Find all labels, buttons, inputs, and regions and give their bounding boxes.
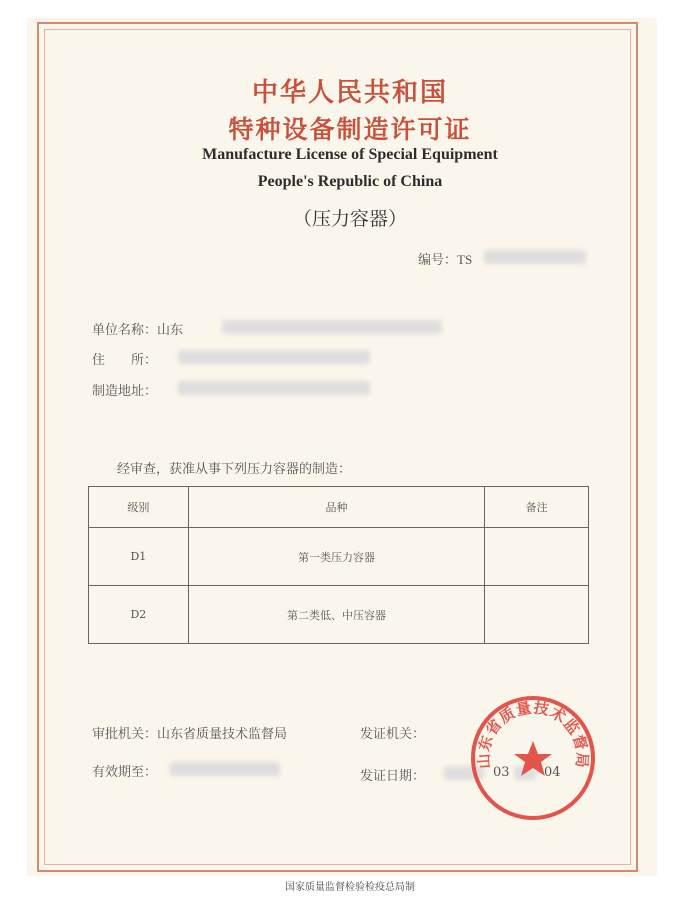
subtitle-pressure-vessel: （压力容器） bbox=[292, 208, 407, 230]
license-number-redacted bbox=[484, 250, 586, 264]
address-label: 住 所： bbox=[92, 353, 158, 368]
validity-redacted bbox=[170, 762, 280, 776]
approval-authority-row bbox=[92, 723, 287, 742]
cell-level: D2 bbox=[89, 586, 189, 644]
cell-remark bbox=[485, 528, 589, 586]
table-header-row bbox=[89, 487, 589, 528]
title-en-line1: Manufacture License of Special Equipment bbox=[202, 146, 498, 163]
title-en-line2: People's Republic of China bbox=[257, 173, 443, 190]
footer-issuer: 国家质量监督检验检疫总局制 bbox=[285, 882, 415, 893]
validity-label: 有效期至： bbox=[92, 765, 158, 780]
cell-variety: 第一类压力容器 bbox=[188, 528, 484, 586]
issue-date-label: 发证日期： bbox=[360, 769, 426, 784]
address-redacted bbox=[178, 350, 370, 364]
table-row bbox=[89, 586, 589, 644]
license-number-row bbox=[418, 249, 472, 268]
unit-name-label: 单位名称： bbox=[92, 323, 158, 338]
table-row bbox=[89, 528, 589, 586]
approval-authority-label: 审批机关： bbox=[92, 727, 158, 742]
cell-level: D1 bbox=[89, 528, 189, 586]
approval-authority-value: 山东省质量技术监督局 bbox=[157, 727, 288, 742]
svg-text:山东省质量技术监督局: 山东省质量技术监督局 bbox=[474, 698, 592, 770]
mfg-address-redacted bbox=[178, 381, 370, 395]
unit-name-value-prefix: 山东 bbox=[157, 323, 184, 338]
unit-name-row bbox=[92, 319, 183, 338]
unit-name-redacted bbox=[222, 320, 442, 334]
issuing-authority-label: 发证机关： bbox=[360, 727, 426, 742]
title-cn-line1: 中华人民共和国 bbox=[251, 78, 448, 108]
issue-date-month: 03 bbox=[493, 765, 510, 780]
mfg-address-label: 制造地址： bbox=[92, 384, 158, 399]
title-cn-line2: 特种设备制造许可证 bbox=[228, 115, 472, 144]
license-number-prefix: TS bbox=[457, 252, 473, 267]
cell-remark bbox=[485, 586, 589, 644]
official-seal-icon bbox=[468, 693, 598, 823]
approval-statement: 经审查，获准从事下列压力容器的制造： bbox=[117, 462, 352, 477]
license-number-label: 编号： bbox=[418, 253, 458, 268]
header-remark: 备注 bbox=[485, 487, 589, 528]
header-variety: 品种 bbox=[188, 487, 484, 528]
cell-variety: 第二类低、中压容器 bbox=[188, 586, 484, 644]
approved-items-table bbox=[88, 486, 589, 644]
issue-date-day: 04 bbox=[544, 765, 561, 780]
header-level: 级别 bbox=[89, 487, 189, 528]
